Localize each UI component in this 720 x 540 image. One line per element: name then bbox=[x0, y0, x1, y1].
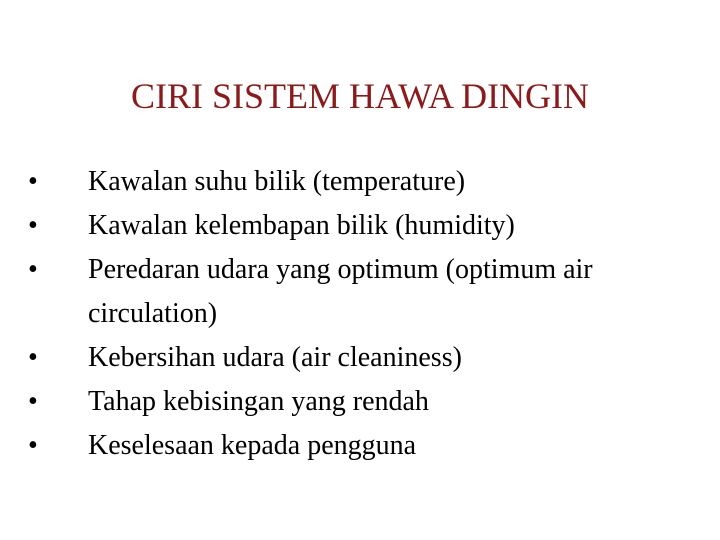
list-item-text: Keselesaan kepada pengguna bbox=[88, 430, 417, 461]
list-item bbox=[28, 160, 668, 204]
slide-title: CIRI SISTEM HAWA DINGIN bbox=[130, 76, 590, 116]
list-item bbox=[28, 424, 668, 468]
list-item-text: Kawalan suhu bilik (temperature) bbox=[88, 166, 466, 197]
bullet-icon: • bbox=[28, 166, 38, 197]
list-item-text: Kebersihan udara (air cleaniness) bbox=[88, 342, 462, 373]
bullet-list bbox=[28, 160, 668, 468]
list-item-text: Kawalan kelembapan bilik (humidity) bbox=[88, 210, 515, 241]
list-item-text: Peredaran udara yang optimum (optimum air circulation) bbox=[88, 254, 593, 329]
list-item bbox=[28, 248, 668, 336]
list-item bbox=[28, 336, 668, 380]
bullet-icon: • bbox=[28, 210, 38, 241]
bullet-icon: • bbox=[28, 342, 38, 373]
list-item bbox=[28, 204, 668, 248]
bullet-icon: • bbox=[28, 254, 38, 285]
bullet-icon: • bbox=[28, 386, 38, 417]
bullet-icon: • bbox=[28, 430, 38, 461]
list-item bbox=[28, 380, 668, 424]
list-item-text: Tahap kebisingan yang rendah bbox=[88, 386, 429, 417]
